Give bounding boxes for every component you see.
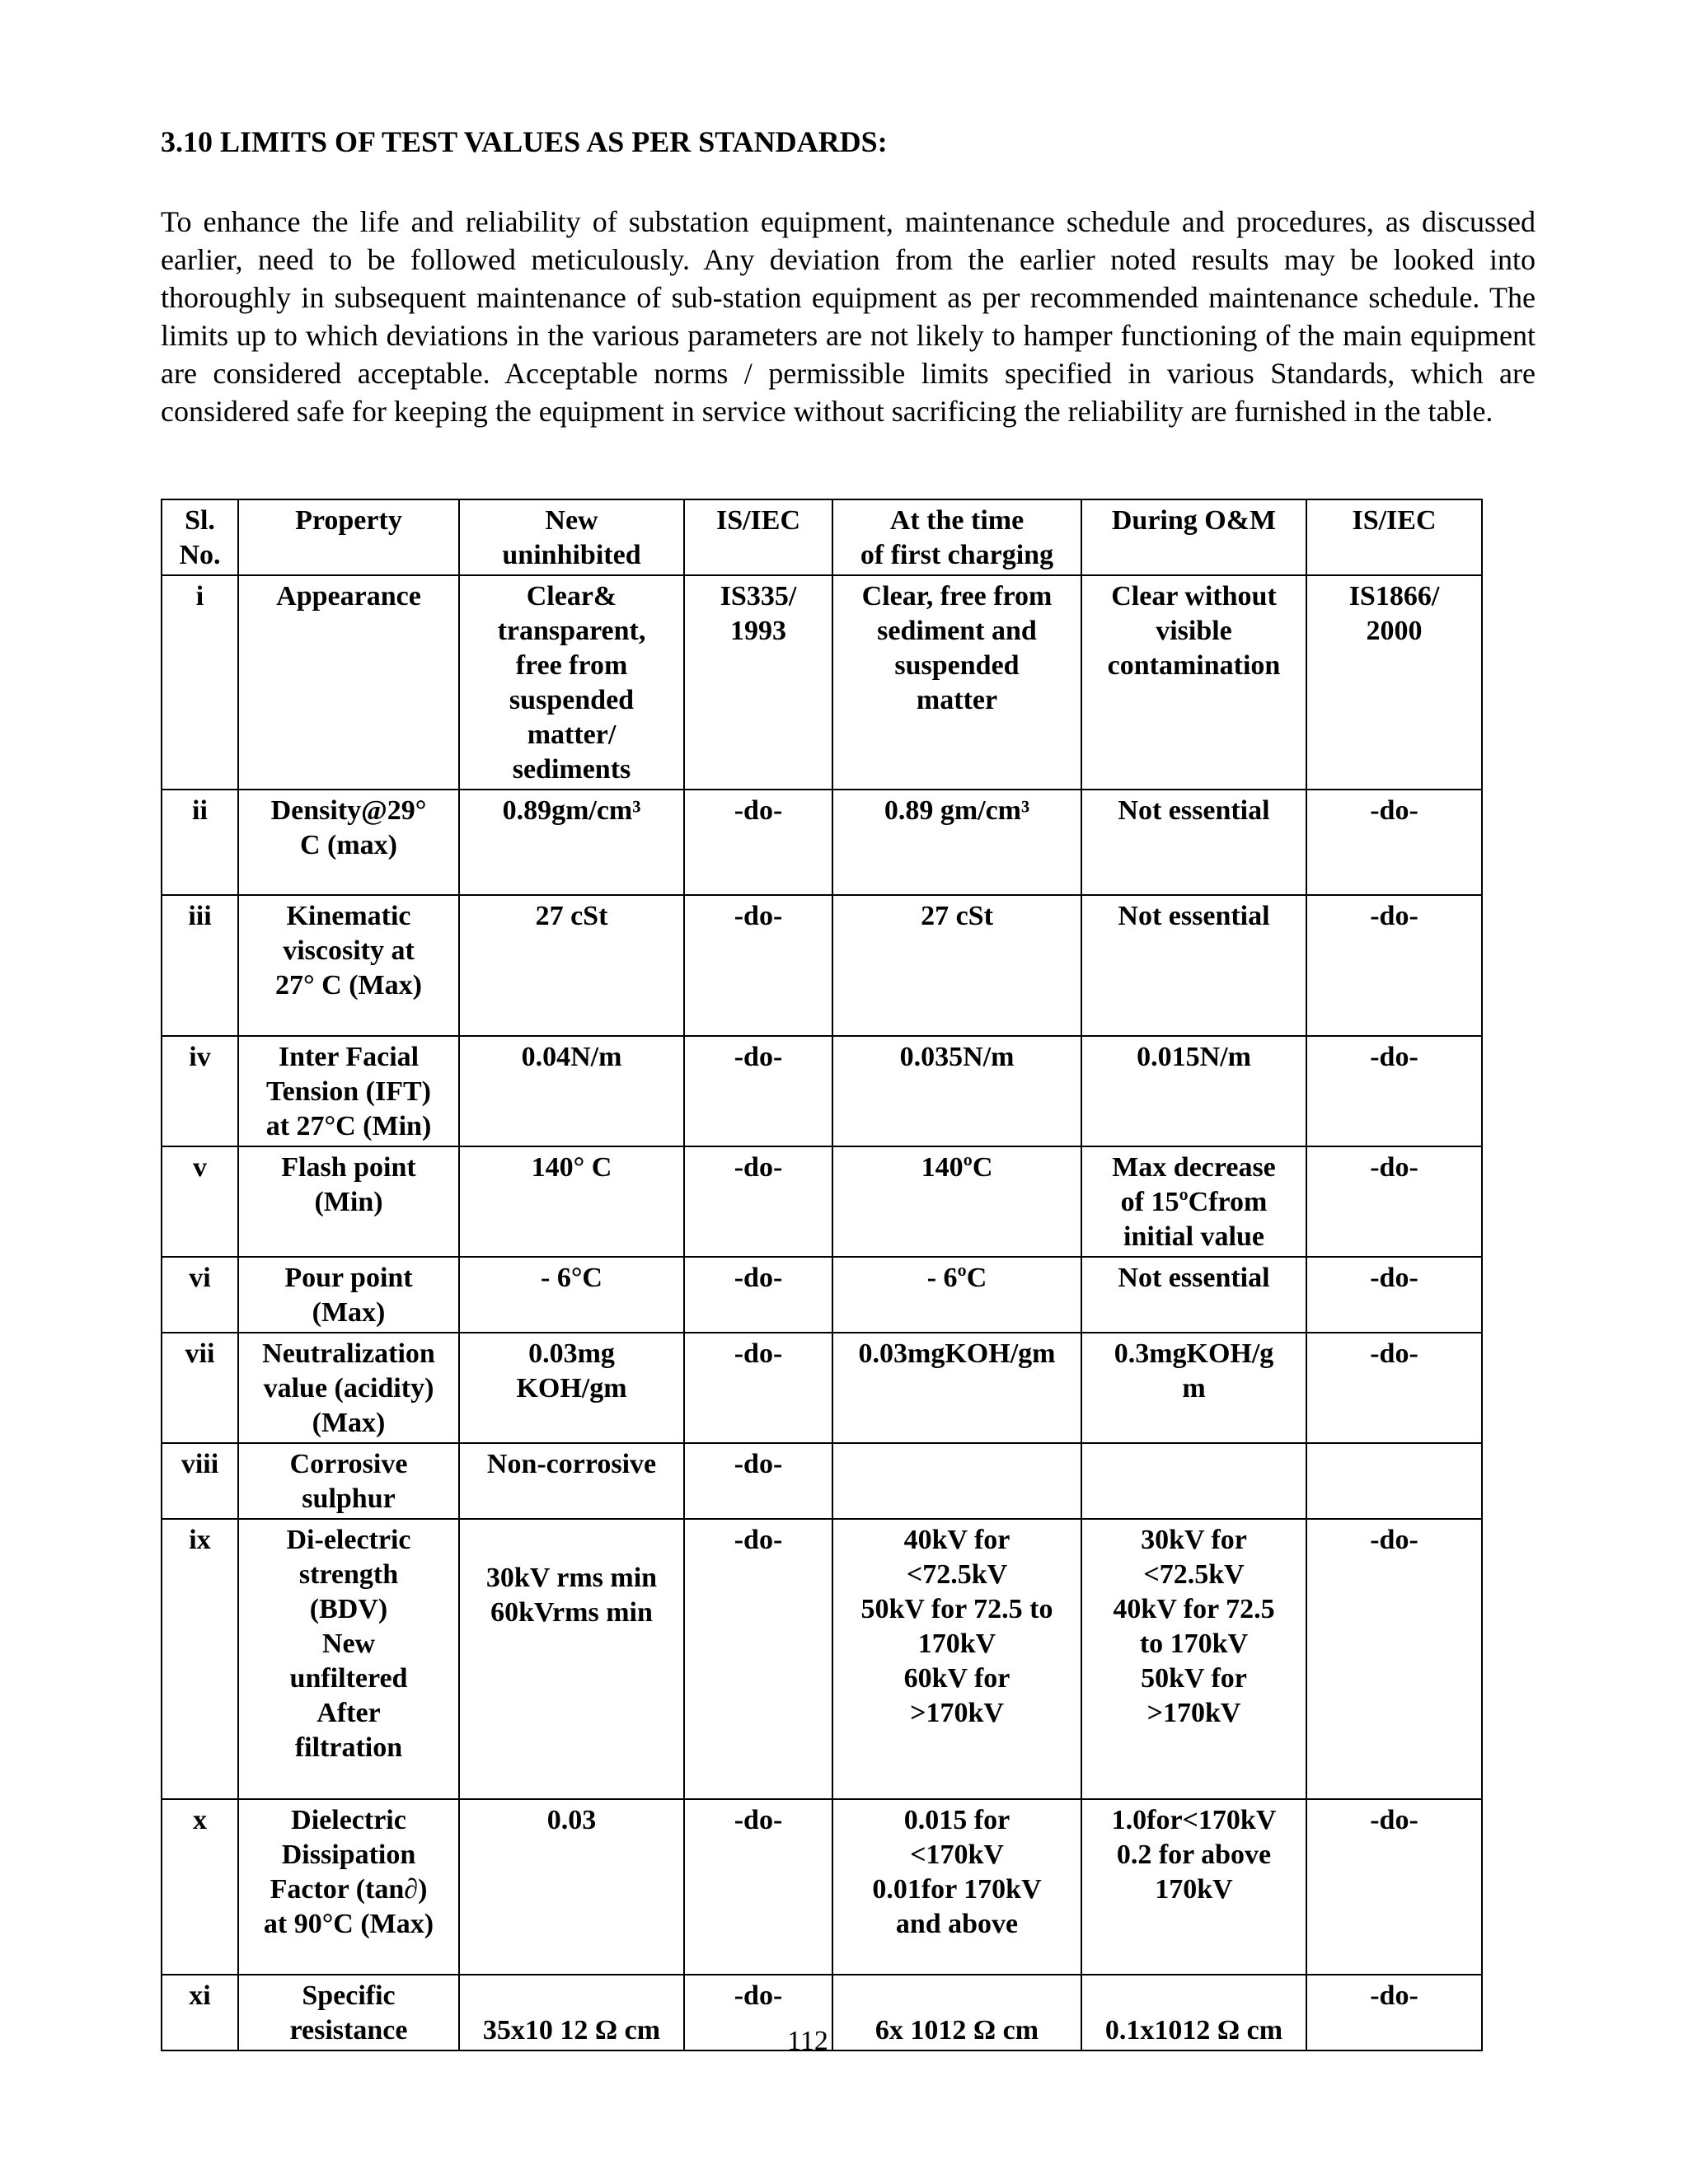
cell-first-charging xyxy=(832,1443,1081,1519)
cell-sl-no: iii xyxy=(162,895,238,1036)
cell-first-charging: 27 cSt xyxy=(832,895,1081,1036)
cell-first-charging: - 6ºC xyxy=(832,1257,1081,1333)
cell-during-om xyxy=(1081,1443,1306,1519)
table-row xyxy=(162,790,1482,895)
cell-sl-no: vi xyxy=(162,1257,238,1333)
cell-property: Dielectric Dissipation Factor (tan∂) at 90°C (Max) xyxy=(238,1799,459,1975)
cell-during-om: Clear without visible contamination xyxy=(1081,575,1306,790)
cell-first-charging: 0.035N/m xyxy=(832,1036,1081,1146)
header-property: Property xyxy=(238,499,459,575)
cell-first-charging: 40kV for <72.5kV 50kV for 72.5 to 170kV 60kV for >170kV xyxy=(832,1519,1081,1799)
cell-first-charging: 0.03mgKOH/gm xyxy=(832,1333,1081,1443)
cell-first-charging: 6x 1012 Ω cm xyxy=(832,1975,1081,2050)
cell-during-om: 0.015N/m xyxy=(1081,1036,1306,1146)
limits-table xyxy=(161,499,1483,2051)
cell-during-om: Not essential xyxy=(1081,1257,1306,1333)
header-new-uninhibited: New uninhibited xyxy=(459,499,684,575)
cell-property: Di-electric strength (BDV) New unfiltered After filtration xyxy=(238,1519,459,1799)
cell-is-iec-2: -do- xyxy=(1306,1519,1482,1799)
cell-new-uninhibited: 35x10 12 Ω cm xyxy=(459,1975,684,2050)
header-first-charging: At the time of first charging xyxy=(832,499,1081,575)
cell-sl-no: vii xyxy=(162,1333,238,1443)
section-title: 3.10 LIMITS OF TEST VALUES AS PER STANDARDS: xyxy=(161,125,888,158)
cell-first-charging: Clear, free from sediment and suspended matter xyxy=(832,575,1081,790)
cell-is-iec-2: -do- xyxy=(1306,1975,1482,2050)
cell-is-iec: -do- xyxy=(684,1799,832,1975)
cell-property: Neutralization value (acidity) (Max) xyxy=(238,1333,459,1443)
cell-is-iec: -do- xyxy=(684,1036,832,1146)
cell-is-iec: -do- xyxy=(684,1257,832,1333)
cell-is-iec-2: -do- xyxy=(1306,1146,1482,1257)
cell-is-iec-2: -do- xyxy=(1306,1036,1482,1146)
cell-new-uninhibited: 0.89gm/cm³ xyxy=(459,790,684,895)
cell-first-charging: 0.89 gm/cm³ xyxy=(832,790,1081,895)
intro-paragraph: To enhance the life and reliability of substation equipment, maintenance schedule and procedures, as discussed earlier, need to be followed meticulously. Any deviation from the earlier noted results may be looked into thoroughly in subsequent maintenance of sub-station equipment as per recommended maintenance schedule. The limits up to which deviations in the various parameters are not likely to hamper functioning of the main equipment are considered acceptable. Acceptable norms / permissible limits specified in various Standards, which are considered safe for keeping the equipment in service without sacrificing the reliability are furnished in the table. xyxy=(161,205,1536,428)
header-is-iec-2: IS/IEC xyxy=(1306,499,1482,575)
cell-is-iec-2: -do- xyxy=(1306,1257,1482,1333)
cell-is-iec: -do- xyxy=(684,790,832,895)
table-row xyxy=(162,1799,1482,1975)
table-row xyxy=(162,895,1482,1036)
cell-new-uninhibited: Clear& transparent, free from suspended matter/ sediments xyxy=(459,575,684,790)
cell-sl-no: x xyxy=(162,1799,238,1975)
table-row xyxy=(162,1257,1482,1333)
cell-property: Flash point (Min) xyxy=(238,1146,459,1257)
cell-property: Density@29° C (max) xyxy=(238,790,459,895)
cell-is-iec-2: IS1866/ 2000 xyxy=(1306,575,1482,790)
table-row xyxy=(162,575,1482,790)
table-row xyxy=(162,1333,1482,1443)
cell-is-iec-2: -do- xyxy=(1306,1333,1482,1443)
cell-sl-no: iv xyxy=(162,1036,238,1146)
header-during-om: During O&M xyxy=(1081,499,1306,575)
cell-new-uninhibited: 0.03 xyxy=(459,1799,684,1975)
header-is-iec: IS/IEC xyxy=(684,499,832,575)
cell-property: Kinematic viscosity at 27° C (Max) xyxy=(238,895,459,1036)
cell-new-uninhibited: - 6°C xyxy=(459,1257,684,1333)
table-row xyxy=(162,1036,1482,1146)
cell-sl-no: viii xyxy=(162,1443,238,1519)
cell-is-iec: -do- xyxy=(684,1975,832,2050)
cell-is-iec-2: -do- xyxy=(1306,895,1482,1036)
table-row xyxy=(162,1146,1482,1257)
cell-is-iec: -do- xyxy=(684,1333,832,1443)
header-sl-no: Sl. No. xyxy=(162,499,238,575)
cell-during-om: 30kV for <72.5kV 40kV for 72.5 to 170kV 50kV for >170kV xyxy=(1081,1519,1306,1799)
cell-sl-no: ix xyxy=(162,1519,238,1799)
cell-is-iec: -do- xyxy=(684,1519,832,1799)
cell-is-iec: -do- xyxy=(684,1146,832,1257)
cell-during-om: Not essential xyxy=(1081,790,1306,895)
cell-sl-no: xi xyxy=(162,1975,238,2050)
cell-new-uninhibited: 0.04N/m xyxy=(459,1036,684,1146)
cell-is-iec: -do- xyxy=(684,895,832,1036)
table-row xyxy=(162,1519,1482,1799)
cell-new-uninhibited: 30kV rms min 60kVrms min xyxy=(459,1519,684,1799)
cell-first-charging: 0.015 for <170kV 0.01for 170kV and above xyxy=(832,1799,1081,1975)
table-header-row xyxy=(162,499,1482,575)
cell-during-om: 1.0for<170kV 0.2 for above 170kV xyxy=(1081,1799,1306,1975)
cell-property: Inter Facial Tension (IFT) at 27°C (Min) xyxy=(238,1036,459,1146)
page-number: 112 xyxy=(787,2026,828,2056)
cell-is-iec-2 xyxy=(1306,1443,1482,1519)
cell-sl-no: ii xyxy=(162,790,238,895)
cell-new-uninhibited: 0.03mg KOH/gm xyxy=(459,1333,684,1443)
cell-new-uninhibited: Non-corrosive xyxy=(459,1443,684,1519)
cell-sl-no: i xyxy=(162,575,238,790)
cell-property: Appearance xyxy=(238,575,459,790)
cell-sl-no: v xyxy=(162,1146,238,1257)
document-page xyxy=(161,124,1536,460)
cell-is-iec-2: -do- xyxy=(1306,790,1482,895)
cell-property: Pour point (Max) xyxy=(238,1257,459,1333)
cell-is-iec: IS335/ 1993 xyxy=(684,575,832,790)
cell-during-om: 0.3mgKOH/g m xyxy=(1081,1333,1306,1443)
cell-new-uninhibited: 27 cSt xyxy=(459,895,684,1036)
cell-during-om: Max decrease of 15ºCfrom initial value xyxy=(1081,1146,1306,1257)
cell-property: Specific resistance xyxy=(238,1975,459,2050)
cell-during-om: 0.1x1012 Ω cm xyxy=(1081,1975,1306,2050)
cell-property: Corrosive sulphur xyxy=(238,1443,459,1519)
cell-is-iec: -do- xyxy=(684,1443,832,1519)
cell-during-om: Not essential xyxy=(1081,895,1306,1036)
table-row xyxy=(162,1443,1482,1519)
cell-new-uninhibited: 140° C xyxy=(459,1146,684,1257)
cell-is-iec-2: -do- xyxy=(1306,1799,1482,1975)
cell-first-charging: 140ºC xyxy=(832,1146,1081,1257)
